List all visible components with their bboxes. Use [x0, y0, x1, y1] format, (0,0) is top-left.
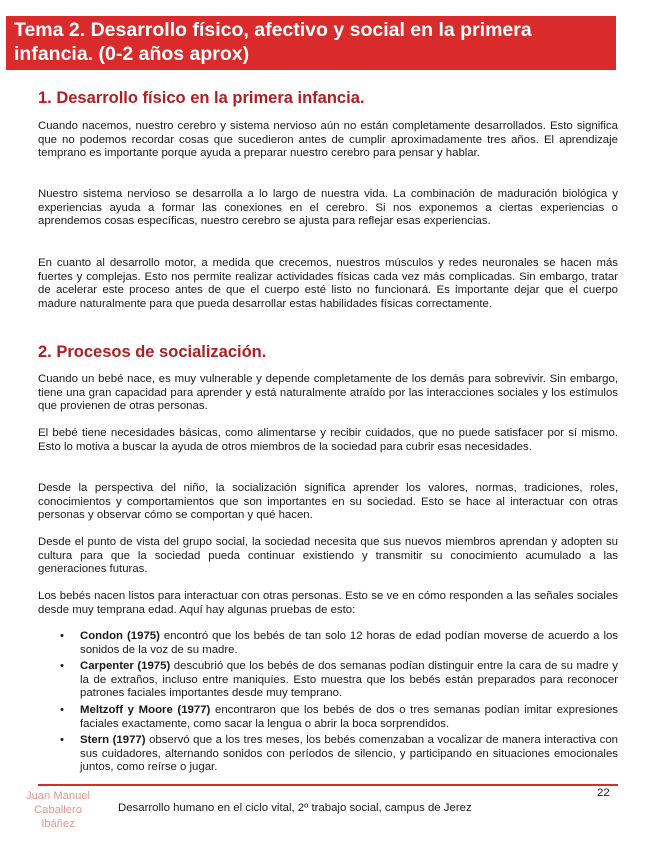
- bullet-dot-icon: •: [60, 703, 64, 716]
- researcher-name: Condon (1975): [80, 630, 160, 642]
- author-line: Caballero: [34, 804, 82, 816]
- section-heading-socialization: 2. Procesos de socialización.: [38, 343, 267, 361]
- researcher-name: Carpenter (1975): [80, 660, 171, 673]
- evidence-list: [38, 630, 618, 778]
- list-item: [38, 630, 618, 657]
- list-item-text: descubrió que los bebés de dos semanas podían distinguir entre la cara de su madre y la de extraños, incluso entre maniquíes. Esto muestra que los bebés están preparados para reconocer patrones faciales importantes desde muy temprano.: [80, 660, 618, 700]
- footer-divider: [38, 784, 618, 786]
- list-item: [38, 660, 618, 701]
- list-item-text: observó que a los tres meses, los bebés comenzaban a vocalizar de manera interactiva con sus cuidadores, alternando sonidos con períodos de silencio, y participando en situaciones emocionales juntos, como reírse o jugar.: [80, 734, 618, 774]
- paragraph: Desde el punto de vista del grupo social, la sociedad necesita que sus nuevos miembros aprendan y adopten su cultura para que la sociedad pueda continuar existiendo y transmitir su conocimiento acumulado a las generaciones futuras.: [38, 536, 618, 576]
- list-item: [38, 734, 618, 775]
- page-title-banner: [6, 16, 616, 70]
- author-line: Ibáñez: [41, 818, 75, 830]
- section-heading-physical-development: 1. Desarrollo físico en la primera infancia.: [38, 89, 365, 107]
- footer-course-caption: Desarrollo humano en el ciclo vital, 2º trabajo social, campus de Jerez: [118, 802, 472, 814]
- list-item-text: encontraron que los bebés de dos o tres semanas podían imitar expresiones faciales exactamente, como sacar la lengua o abrir la boca sorprendidos.: [80, 703, 619, 730]
- paragraph: Cuando un bebé nace, es muy vulnerable y depende completamente de los demás para sobrevivir. Sin embargo, tiene una gran capacidad para aprender y está naturalmente atraído por las interacciones sociales y los estímulos que provienen de otras personas.: [38, 373, 618, 413]
- paragraph: Cuando nacemos, nuestro cerebro y sistema nervioso aún no están completamente desarrollados. Esto significa que no podemos recordar cosas que sucedieron antes de cumplir aproximadamente tres años. El aprendizaje temprano es importante porque ayuda a preparar nuestro cerebro para pensar y hablar.: [38, 120, 618, 160]
- page-title-line-1: Tema 2. Desarrollo físico, afectivo y social en la primera: [14, 19, 532, 41]
- list-item-text: encontró que los bebés de tan solo 12 horas de edad podían moverse de acuerdo a los sonidos de la voz de su madre.: [80, 630, 618, 656]
- bullet-dot-icon: •: [60, 630, 64, 642]
- paragraph: Nuestro sistema nervioso se desarrolla a lo largo de nuestra vida. La combinación de maduración biológica y experiencias ayuda a formar las conexiones en el cerebro. Si nos exponemos a ciertas experiencias o aprendemos cosas específicas, nuestro cerebro se ajusta para reflejar esas experiencias.: [38, 188, 618, 228]
- bullet-dot-icon: •: [60, 660, 64, 673]
- paragraph: El bebé tiene necesidades básicas, como alimentarse y recibir cuidados, que no puede satisfacer por sí mismo. Esto lo motiva a buscar la ayuda de otros miembros de la sociedad para cubrir esas necesidades.: [38, 427, 618, 453]
- paragraph: Los bebés nacen listos para interactuar con otras personas. Esto se ve en cómo responden a las señales sociales desde muy temprana edad. Aquí hay algunas pruebas de esto:: [38, 590, 618, 616]
- researcher-name: Stern (1977): [80, 734, 146, 747]
- author-line: Juan Manuel: [25, 790, 91, 802]
- page-title-line-2: infancia. (0-2 años aprox): [14, 43, 250, 65]
- author-name: [18, 789, 98, 831]
- researcher-name: Meltzoff y Moore (1977): [80, 703, 211, 716]
- list-item: [38, 704, 618, 731]
- paragraph: En cuanto al desarrollo motor, a medida que crecemos, nuestros músculos y redes neuronales se hacen más fuertes y complejas. Esto nos permite realizar actividades físicas cada vez más complicadas. Sin embargo, tratar de acelerar este proceso antes de que el cuerpo esté listo no funcionará. Es importante dejar que el cuerpo madure naturalmente para que pueda desarrollar estas habilidades físicas correctamente.: [38, 257, 618, 310]
- bullet-dot-icon: •: [60, 734, 64, 747]
- paragraph: Desde la perspectiva del niño, la socialización significa aprender los valores, normas, tradiciones, roles, conocimientos y comportamientos que son importantes en su sociedad. Esto se hace al interactuar con otras personas y observar cómo se comportan y qué hacen.: [38, 482, 618, 522]
- page-number: 22: [597, 787, 610, 799]
